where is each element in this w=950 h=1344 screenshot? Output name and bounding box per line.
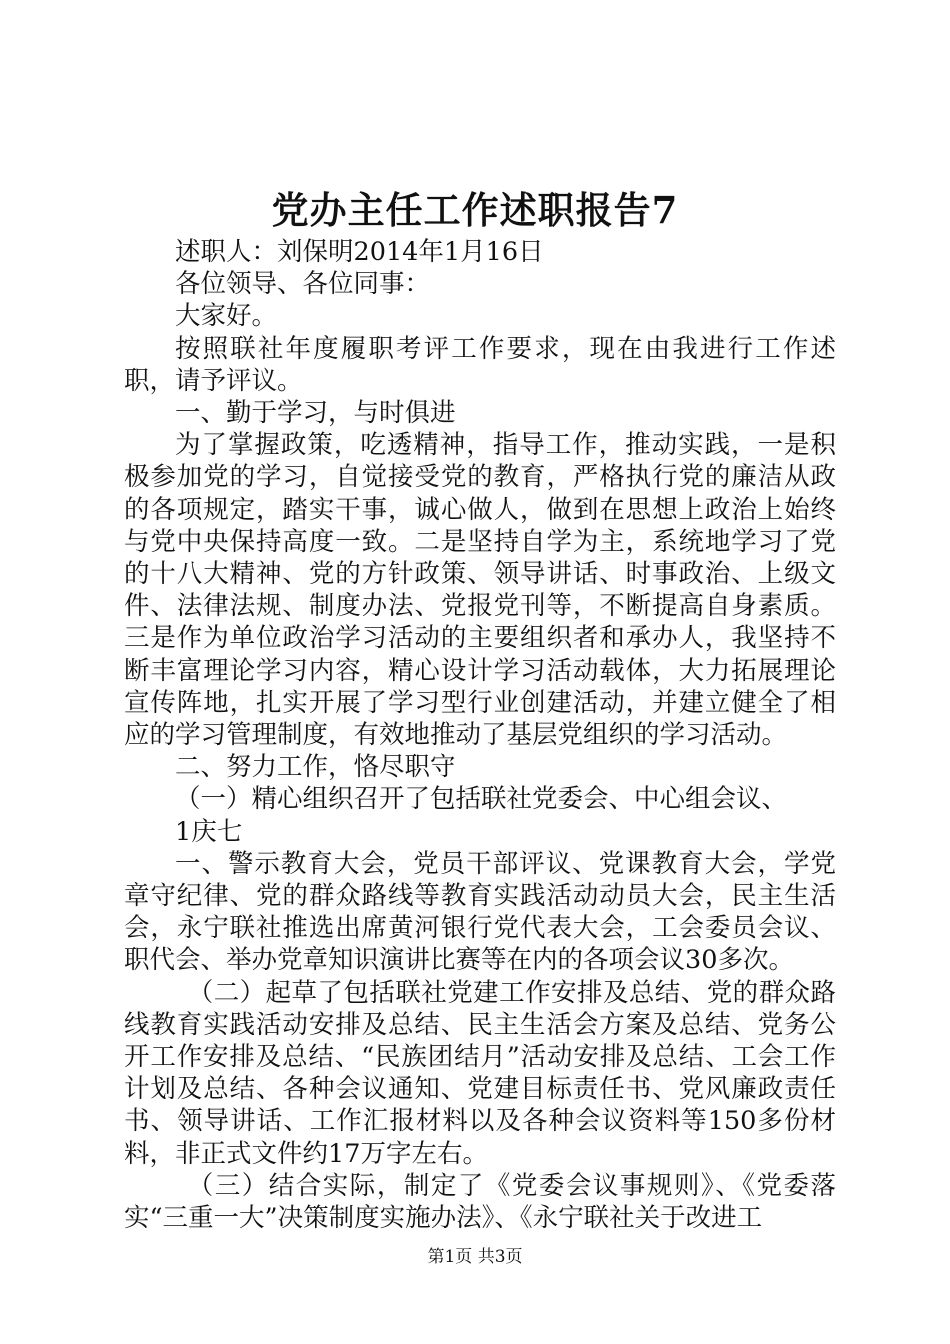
salutation: 各位领导、各位同事： [175,269,431,300]
stray-line: 1庆七 [175,816,243,847]
greeting: 大家好。 [175,301,278,332]
meetings-paragraph: 一、警示教育大会，党员干部评议、党课教育大会，学党章守纪律、党的群众路线等教育实践活动动员大会，民主生活会，永宁联社推选出席黄河银行党代表大会，工会委员会议、职代会、举办党章知识演讲比赛等在内的各项会议30多次。 [124,848,836,976]
work-item-2: （二）起草了包括联社党建工作安排及总结、党的群众路线教育实践活动安排及总结、民主生活会方案及总结、党务公开工作安排及总结、“民族团结月”活动安排及总结、工会工作计划及总结、各种会议通知、党建目标责任书、党风廉政责任书、领导讲话、工作汇报材料以及各种会议资料等150多份材料，非正式文件约17万字左右。 [124,977,836,1169]
document-body [124,236,836,1234]
page-footer: 第1页 共3页 [427,1247,523,1267]
work-item-1: （一）精心组织召开了包括联社党委会、中心组会议、 [175,784,788,815]
document-title: 党办主任工作述职报告7 [271,188,679,232]
section-heading-1: 一、勤于学习，与时俱进 [175,398,456,429]
study-paragraph: 为了掌握政策，吃透精神，指导工作，推动实践，一是积极参加党的学习，自觉接受党的教育，严格执行党的廉洁从政的各项规定，踏实干事，诚心做人，做到在思想上政治上始终与党中央保持高度一致。二是坚持自学为主，系统地学习了党的十八大精神、党的方针政策、领导讲话、时事政治、上级文件、法律法规、制度办法、党报党刊等，不断提高自身素质。三是作为单位政治学习活动的主要组织者和承办人，我坚持不断丰富理论学习内容，精心设计学习活动载体，大力拓展理论宣传阵地，扎实开展了学习型行业创建活动，并建立健全了相应的学习管理制度，有效地推动了基层党组织的学习活动。 [124,430,836,751]
work-item-3: （三）结合实际，制定了《党委会议事规则》、《党委落实“三重一大”决策制度实施办法》、《永宁联社关于改进工 [124,1170,836,1234]
intro-paragraph: 按照联社年度履职考评工作要求，现在由我进行工作述职，请予评议。 [124,333,836,396]
reporter-line: 述职人：刘保明2014年1月16日 [175,237,544,267]
section-heading-2: 二、努力工作，恪尽职守 [175,752,456,783]
